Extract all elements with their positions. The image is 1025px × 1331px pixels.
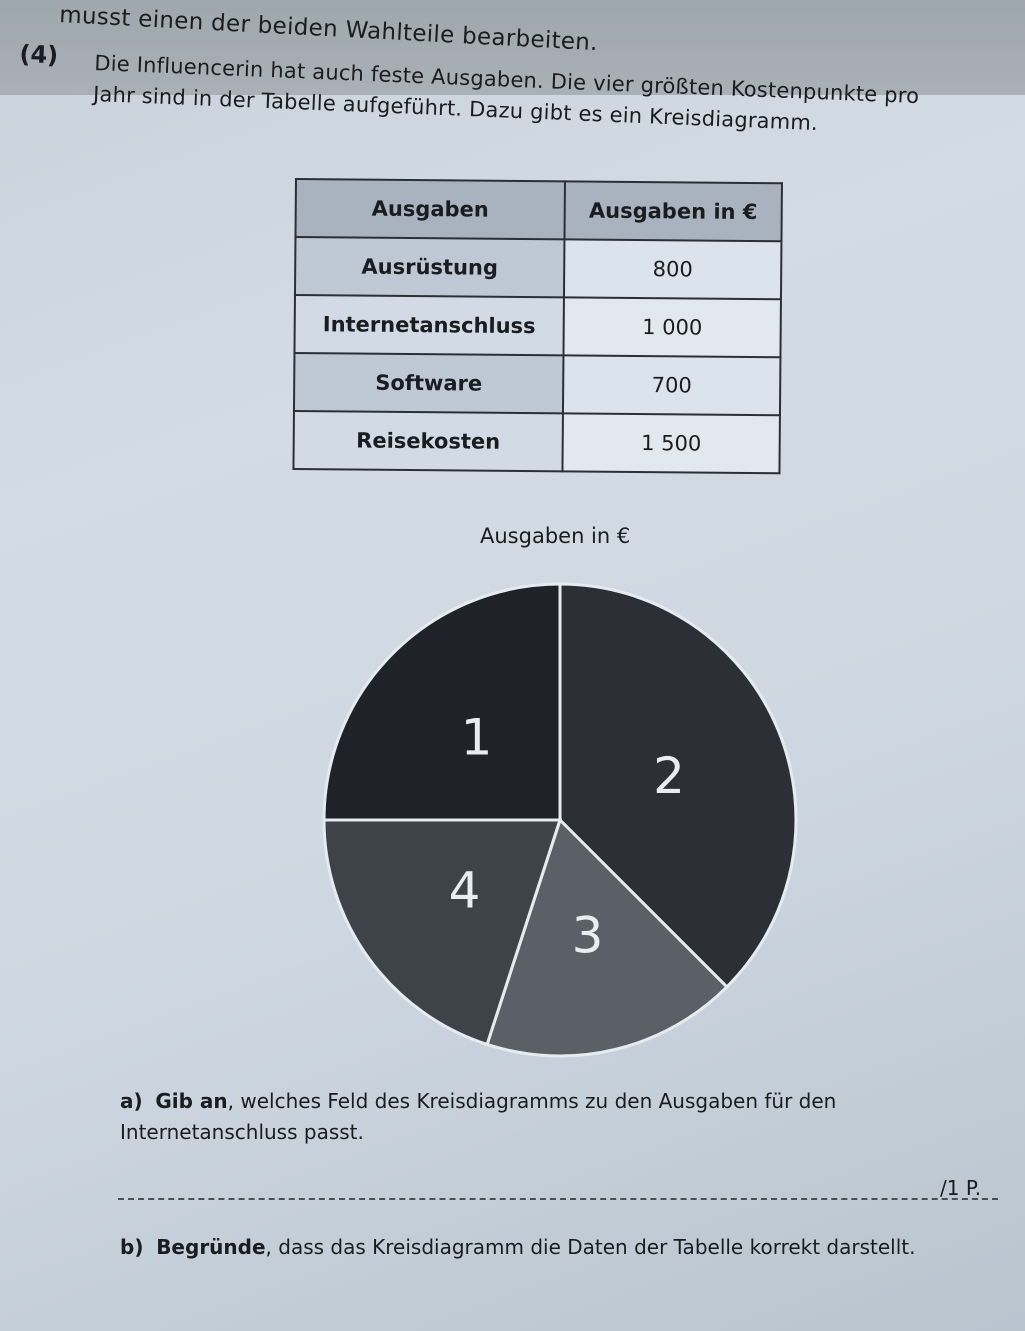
table-cell-value: 1 000 xyxy=(563,297,780,357)
table-header-category: Ausgaben xyxy=(295,179,564,239)
table-header-amount: Ausgaben in € xyxy=(564,181,781,241)
question-b-text: , dass das Kreisdiagramm die Daten der Tabelle korrekt darstellt. xyxy=(265,1235,916,1259)
question-b xyxy=(120,1232,950,1263)
pie-label-1: 1 xyxy=(460,708,493,767)
table-row xyxy=(295,237,781,299)
task-number: (4) xyxy=(19,40,59,70)
table-header-row xyxy=(295,179,781,241)
question-a-letter: a) xyxy=(120,1089,143,1113)
question-a xyxy=(120,1086,950,1148)
table-cell-label: Software xyxy=(294,353,563,413)
table-cell-value: 800 xyxy=(564,239,781,299)
task-intro: Die Influencerin hat auch feste Ausgaben. Die vier größten Kostenpunkte pro Jahr sind in der Tabelle aufgeführt. Dazu gibt es ein Kreisdiagramm. xyxy=(92,50,920,136)
question-a-text: , welches Feld des Kreisdiagramms zu den Ausgaben für den Internetanschluss passt. xyxy=(120,1089,837,1144)
chart-title: Ausgaben in € xyxy=(480,524,631,548)
pie-slice-1 xyxy=(324,584,560,820)
pie-label-2: 2 xyxy=(653,746,685,805)
question-b-letter: b) xyxy=(120,1235,144,1259)
pie-label-3: 3 xyxy=(571,906,604,965)
table-cell-label: Internetanschluss xyxy=(294,295,563,355)
table-cell-label: Reisekosten xyxy=(293,411,562,471)
table-row xyxy=(294,295,780,357)
expenses-table xyxy=(292,178,783,474)
question-a-keyword: Gib an xyxy=(155,1089,228,1113)
table-cell-value: 700 xyxy=(563,355,780,415)
table-cell-value: 1 500 xyxy=(562,413,779,473)
table-row xyxy=(294,353,780,415)
section-instruction: musst einen der beiden Wahlteile bearbeiten. xyxy=(58,2,599,57)
table-cell-label: Ausrüstung xyxy=(295,237,564,297)
points-label: /1 P. xyxy=(940,1176,982,1200)
question-b-keyword: Begründe xyxy=(156,1235,266,1259)
pie-label-4: 4 xyxy=(448,861,481,920)
pie-chart xyxy=(320,580,800,1060)
answer-line[interactable] xyxy=(118,1198,998,1200)
table-row xyxy=(293,411,779,473)
